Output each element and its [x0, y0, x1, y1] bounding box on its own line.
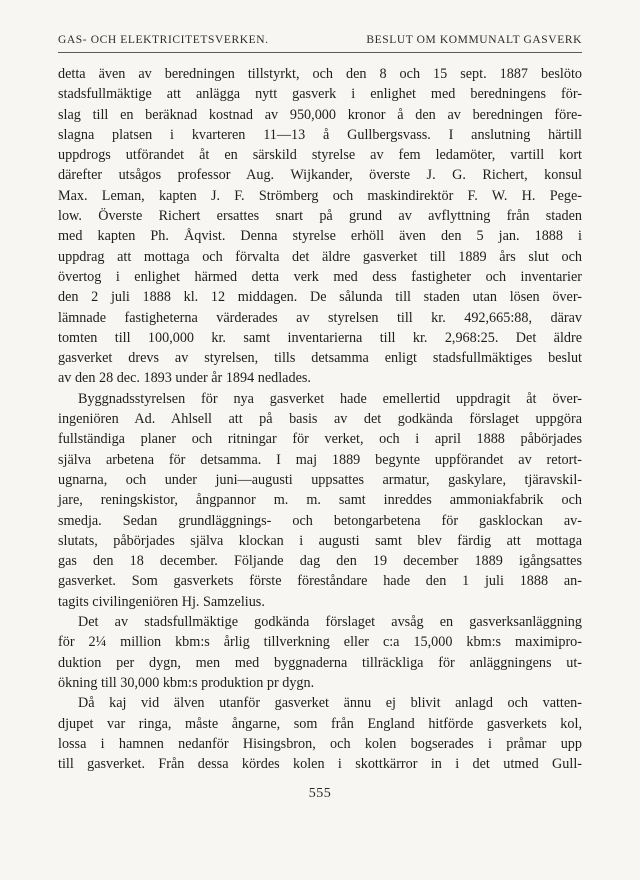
text-line: duktion per dygn, men med byggnaderna tillräckliga för anläggningens ut-: [58, 654, 582, 671]
text-line: slag till en beräknad kostnad av 950,000 kronor å den av beredningen före-: [58, 106, 582, 123]
text-line: gasverket drevs av styrelsen, tills detsamma enligt stadsfullmäktiges beslut: [58, 350, 582, 367]
text-line: uppdrogs utförandet åt en särskild styrelse av fem ledamöter, vartill kort: [58, 147, 582, 164]
text-line: för 2¼ million kbm:s årlig tillverkning eller c:a 15,000 kbm:s maximipro-: [58, 634, 582, 651]
text-line: djupet var ringa, måste ångarne, som från England hitförde gasverkets kol,: [58, 715, 582, 732]
paragraph-end-line: av den 28 dec. 1893 under år 1894 nedlades.: [58, 370, 311, 387]
header-rule: [58, 52, 582, 53]
body-text: [58, 64, 582, 774]
text-line: slagna platsen i kvarteren 11—13 å Gullbergsvass. I anslutning härtill: [58, 126, 582, 143]
page-number: 555: [308, 786, 332, 801]
text-line: smedja. Sedan grundläggnings- och betongarbetena för gasklockan av-: [58, 512, 582, 529]
text-line: slutats, påbörjades själva klockan i augusti samt blev färdig att mottaga: [58, 532, 582, 549]
text-line: ugnarna, och under juni—augusti uppsattes armatur, gaskylare, tjäravskil-: [58, 471, 582, 488]
text-line: den 2 juli 1888 kl. 12 middagen. De sålunda till staden utan lösen över-: [58, 289, 582, 306]
text-line: därefter utsågos professor Aug. Wijkander, överste J. G. Richert, konsul: [58, 167, 582, 184]
paragraph-start-line: Det av stadsfullmäktige godkända förslaget avsåg en gasverksanläggning: [78, 614, 582, 631]
paragraph-start-line: Då kaj vid älven utanför gasverket ännu ej blivit anlagd och vatten-: [78, 695, 582, 712]
text-line: lossa i hamnen nedanför Hisingsbron, och kolen bogserades i pråmar upp: [58, 735, 582, 752]
text-line: övertog i enlighet härmed detta verk med dess fastigheter och inventarier: [58, 268, 582, 285]
text-line: tomten till 100,000 kr. samt inventarierna till kr. 2,968:25. Det äldre: [58, 329, 582, 346]
running-head-left: GAS- OCH ELEKTRICITETSVERKEN.: [58, 34, 269, 46]
text-line: Max. Leman, kapten J. F. Strömberg och maskindirektör F. W. H. Pege-: [58, 187, 582, 204]
paragraph-end-line: ökning till 30,000 kbm:s produktion pr dygn.: [58, 674, 315, 691]
text-line: med kapten Ph. Åqvist. Denna styrelse erhöll även den 5 jan. 1888 i: [58, 228, 582, 245]
running-head: [58, 34, 582, 46]
text-line: low. Överste Richert ersattes snart på grund av avflyttning från staden: [58, 208, 582, 225]
text-line: fullständiga planer och ritningar för verket, och i april 1888 påbörjades: [58, 431, 582, 448]
text-line: till gasverket. Från dessa kördes kolen i skottkärror in i det utmed Gull-: [58, 756, 582, 773]
paragraph-start-line: Byggnadsstyrelsen för nya gasverket hade emellertid uppdragit åt över-: [78, 390, 582, 407]
text-line: stadsfullmäktige att anlägga nytt gasverk i enlighet med beredningens för-: [58, 86, 582, 103]
text-line: själva arbetena för detsamma. I maj 1889 begynte uppförandet av retort-: [58, 451, 582, 468]
text-line: gasverket. Som gasverkets förste föreståndare hade den 1 juli 1888 an-: [58, 573, 582, 590]
text-line: gas den 18 december. Följande dag den 19 december 1889 igångsattes: [58, 553, 582, 570]
running-head-right: BESLUT OM KOMMUNALT GASVERK: [366, 34, 582, 46]
text-line: detta även av beredningen tillstyrkt, och den 8 och 15 sept. 1887 beslöto: [58, 66, 582, 82]
text-line: lämnade fastigheterna värderades av styrelsen till kr. 492,665:88, därav: [58, 309, 582, 326]
text-line: jare, reningskistor, ångpannor m. m. samt inreddes ammoniakfabrik och: [58, 492, 582, 509]
paragraph-end-line: tagits civilingeniören Hj. Samzelius.: [58, 593, 265, 610]
text-line: uppdrag att mottaga och förvalta det äldre gasverket till 1889 års slut och: [58, 248, 582, 265]
text-line: ingeniören Ad. Ahlsell att på basis av det godkända förslaget uppgöra: [58, 411, 582, 428]
